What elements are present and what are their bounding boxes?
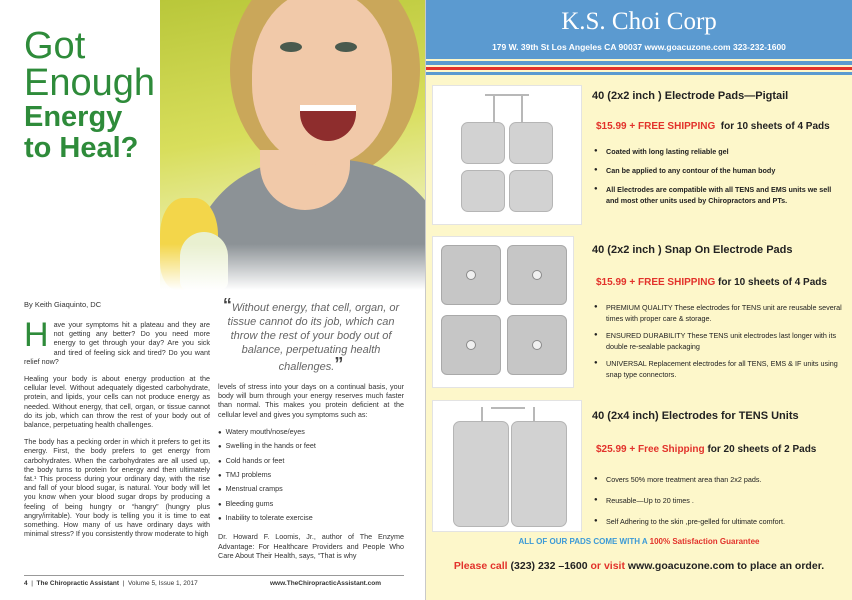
snap-stud bbox=[466, 270, 476, 280]
product-price bbox=[596, 121, 830, 132]
magazine-url[interactable]: www.TheChiropracticAssistant.com bbox=[270, 580, 382, 587]
banner-stripe bbox=[426, 61, 852, 65]
feature-item: ● All Electrodes are compatible with all TENS and EMS units we sell and most other units used by Chiropractors and PTs. bbox=[594, 184, 844, 206]
magazine-name: The Chiropractic Assistant bbox=[36, 580, 120, 587]
guarantee-text: ALL OF OUR PADS COME WITH A bbox=[518, 537, 648, 546]
order-tail-text: to place an order. bbox=[737, 560, 825, 572]
price-terms: for 20 sheets of 2 Pads bbox=[707, 444, 817, 455]
product-title: 40 (2x2 inch ) Snap On Electrode Pads bbox=[592, 244, 793, 256]
snap-stud bbox=[532, 340, 542, 350]
left-eye bbox=[280, 42, 302, 52]
advertisement-page bbox=[426, 0, 852, 600]
symptom-item: ● Menstrual cramps bbox=[218, 484, 404, 495]
close-quote-mark: ” bbox=[334, 354, 344, 374]
electrode-pad bbox=[453, 421, 509, 527]
page-footer: 4 | The Chiropractic Assistant | Volume 5, Issue 1, 2017 bbox=[24, 580, 198, 587]
product-title: 40 (2x2 inch ) Electrode Pads—Pigtail bbox=[592, 90, 789, 102]
open-quote-mark: “ bbox=[222, 295, 232, 315]
drop-cap: H bbox=[24, 316, 49, 354]
byline: By Keith Giaquinto, DC bbox=[24, 300, 102, 309]
electrode-pad bbox=[509, 122, 553, 164]
pull-quote-text: Without energy, that cell, organ, or tissue cannot do its job, which can throw the rest of your body out of balance, perpetuating health challenges. bbox=[227, 302, 400, 373]
product-price bbox=[596, 277, 827, 288]
price-amount: $25.99 + Free Shipping bbox=[596, 444, 705, 455]
snap-stud bbox=[532, 270, 542, 280]
visit-text: visit bbox=[603, 560, 625, 572]
price-amount: $15.99 + FREE SHIPPING bbox=[596, 121, 716, 132]
price-terms: for 10 sheets of 4 Pads bbox=[720, 121, 830, 132]
feature-item: ● Self Adhering to the skin ,pre-gelled for ultimate comfort. bbox=[594, 516, 844, 527]
lead-wire bbox=[521, 96, 523, 124]
please-call-text: Please call bbox=[453, 560, 508, 572]
article-page bbox=[0, 0, 425, 600]
headline-line-2: Enough bbox=[24, 62, 156, 104]
product-price bbox=[596, 444, 816, 455]
banner-stripe bbox=[426, 67, 852, 70]
article-headline bbox=[24, 25, 214, 164]
article-paragraph: Dr. Howard F. Loomis, Jr., author of The Enzyme Advantage: For Healthcare Providers and People Who Care About Their Health, says, “That is why bbox=[218, 532, 404, 560]
feature-item: ● Covers 50% more treatment area than 2x2 pads. bbox=[594, 474, 844, 485]
electrode-pad bbox=[461, 122, 505, 164]
order-call-to-action bbox=[426, 560, 852, 572]
symptom-item: ● Cold hands or feet bbox=[218, 456, 404, 467]
electrode-pad bbox=[511, 421, 567, 527]
snap-pads-image bbox=[432, 236, 574, 388]
lead-wire bbox=[493, 96, 495, 124]
article-paragraph: The body has a pecking order in which it prefers to get its energy. First, the body prefers to get energy from carbohydrates. When the carbohydrates are all used up, the body turns to protein for energy and then ultimately fat.¹ This process during your ordinary day, with the rise and fall of your blood sugar, is natural. Your body will let you know when your blood sugar drops by producing a feeling of being hungry or “hangry” (hungry plus angry/irritable). Your body is telling you it is time to eat something. How many of us have ordinary days with minimal stress? If you consistently throw moderate to high bbox=[24, 437, 210, 539]
intro-text: ave your symptoms hit a plateau and they are not getting any better? Do you need more energy to get through your day? Are you sick and tired of feeling sick and tired? Do you want relief now? bbox=[24, 320, 210, 366]
website-link[interactable]: www.goacuzone.com bbox=[627, 560, 735, 572]
snap-stud bbox=[466, 340, 476, 350]
photo-fade bbox=[160, 244, 425, 290]
article-paragraph: levels of stress into your days on a continual basis, your body will burn through your energy reserves much faster than normal. This makes you protein deficient at the cellular level and gives you symptoms such as: bbox=[218, 382, 404, 419]
symptom-item: ● TMJ problems bbox=[218, 470, 404, 481]
issue-info: Volume 5, Issue 1, 2017 bbox=[127, 580, 198, 587]
company-name: K.S. Choi Corp bbox=[561, 8, 717, 35]
headline-line-4: to Heal? bbox=[24, 132, 139, 164]
product-title: 40 (2x4 inch) Electrodes for TENS Units bbox=[592, 410, 799, 422]
feature-item: ● ENSURED DURABILITY These TENS unit electrodes last longer with its double re-sealable packaging bbox=[594, 330, 844, 352]
intro-paragraph bbox=[24, 316, 210, 366]
right-eye bbox=[335, 42, 357, 52]
symptom-item: ● Swelling in the hands or feet bbox=[218, 441, 404, 452]
feature-item: ● Can be applied to any contour of the human body bbox=[594, 165, 844, 176]
feature-item: ● Coated with long lasting reliable gel bbox=[594, 146, 844, 157]
pull-quote bbox=[218, 295, 404, 374]
company-address: 179 W. 39th St Los Angeles CA 90037 www.goacuzone.com 323-232-1600 bbox=[492, 42, 786, 52]
phone-number[interactable]: (323) 232 –1600 bbox=[510, 560, 588, 572]
article-column-1 bbox=[24, 316, 210, 546]
article-paragraph: Healing your body is about energy production at the cellular level. Without adequately digested carbohydrate, protein, and lipids, your cells can not produce energy as needed. Without energy, that cell, organ, or tissue cannot do its job, which can throw the rest of your body out of balance, perpetuating health challenges. bbox=[24, 374, 210, 430]
product-2x4-pads bbox=[426, 400, 852, 532]
footer-rule bbox=[24, 575, 404, 576]
guarantee-highlight: 100% Satisfaction Guarantee bbox=[649, 537, 760, 546]
symptom-item: ● Inability to tolerate exercise bbox=[218, 513, 404, 524]
feature-item: ● Reusable—Up to 20 times . bbox=[594, 495, 844, 506]
symptom-item: ● Bleeding gums bbox=[218, 499, 404, 510]
feature-item: ● PREMIUM QUALITY These electrodes for TENS unit are reusable several times with proper care & storage. bbox=[594, 302, 844, 324]
product-snap-on-pads bbox=[426, 236, 852, 394]
satisfaction-guarantee bbox=[426, 537, 852, 546]
2x4-pads-image bbox=[432, 400, 582, 532]
price-amount: $15.99 + FREE SHIPPING bbox=[596, 277, 716, 288]
price-terms: for 10 sheets of 4 Pads bbox=[718, 277, 827, 288]
pigtail-pads-image bbox=[432, 85, 582, 225]
symptom-item: ● Watery mouth/nose/eyes bbox=[218, 427, 404, 438]
symptom-list bbox=[218, 427, 404, 525]
product-features bbox=[594, 302, 844, 380]
feature-item: ● UNIVERSAL Replacement electrodes for all TENS, EMS & IF units using snap type connectors. bbox=[594, 358, 844, 380]
or-text: or bbox=[590, 560, 602, 572]
company-banner bbox=[426, 0, 852, 59]
electrode-pad bbox=[509, 170, 553, 212]
headline-line-1: Got bbox=[24, 25, 86, 67]
banner-stripe bbox=[426, 72, 852, 75]
headline-line-3: Energy bbox=[24, 101, 123, 133]
product-features bbox=[594, 146, 844, 206]
page-number: 4 bbox=[24, 580, 28, 587]
product-pigtail-pads bbox=[426, 80, 852, 230]
article-column-2 bbox=[218, 382, 404, 568]
product-features bbox=[594, 474, 844, 527]
electrode-pad bbox=[461, 170, 505, 212]
lead-wire bbox=[491, 407, 525, 409]
